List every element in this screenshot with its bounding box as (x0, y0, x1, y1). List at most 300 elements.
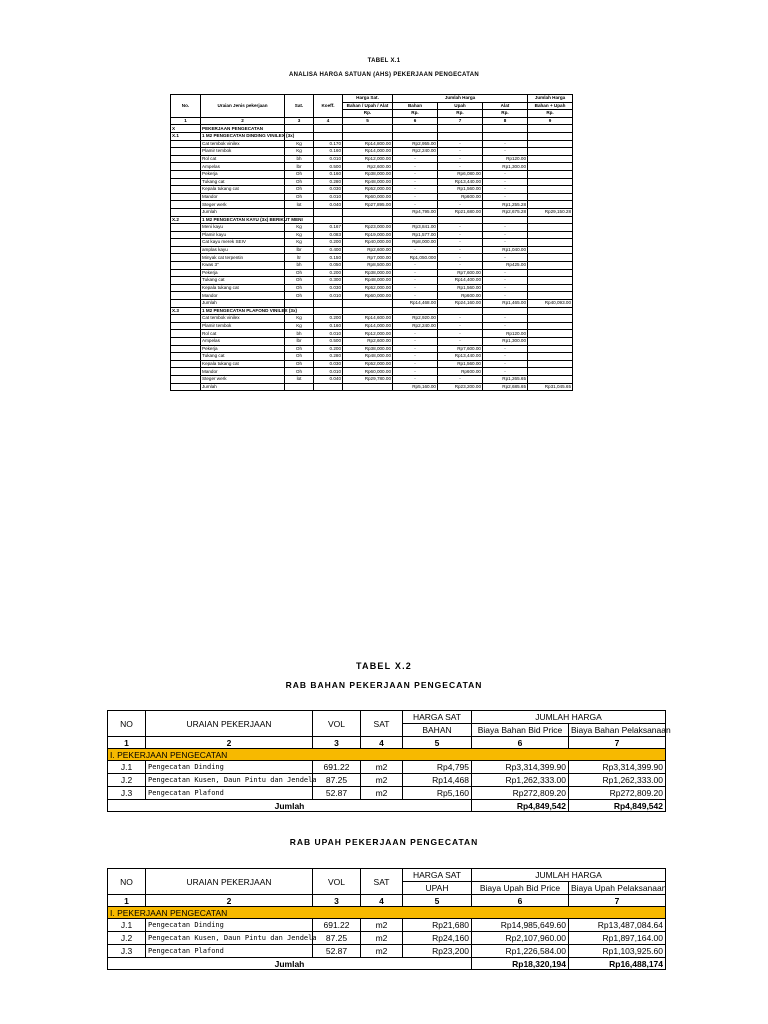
cell-total (528, 140, 573, 148)
cell-no (171, 269, 201, 277)
cell-upah: - (438, 201, 483, 209)
hdr-upah: Upah (438, 102, 483, 110)
cell-upah: - (438, 163, 483, 171)
cell-sat: Oh (285, 360, 314, 368)
table-row (108, 919, 666, 932)
table-row (171, 353, 573, 361)
table-row (171, 360, 573, 368)
cell-uraian: Pengecatan Dinding (146, 919, 313, 932)
cell-bahan: - (393, 178, 438, 186)
cell-alat (483, 132, 528, 140)
cell-vol: 87.25 (313, 932, 361, 945)
table-row (108, 774, 666, 787)
cell-total (528, 330, 573, 338)
cell-koef: 0.167 (314, 224, 343, 232)
cell-sat: lbr (285, 338, 314, 346)
cell-total (528, 125, 573, 133)
cell-alat (483, 307, 528, 315)
table1-subtitle: ANALISA HARGA SATUAN (AHS) PEKERJAAN PENGECATAN (289, 72, 479, 78)
cell-no (171, 224, 201, 232)
cell-alat: - (483, 178, 528, 186)
cell-bahan (393, 216, 438, 224)
cell-sat: Kg (285, 239, 314, 247)
cell-uraian: Ampelas (201, 163, 285, 171)
cell-no (171, 193, 201, 201)
cell-sat (285, 300, 314, 308)
table-row (108, 761, 666, 774)
cell-upah: - (438, 148, 483, 156)
cell-total: Rp31,045.65 (528, 383, 573, 391)
cell-no (171, 163, 201, 171)
col-num: 2 (146, 737, 313, 749)
hdr-vol: VOL (313, 869, 361, 895)
cell-col6: Rp1,226,584.00 (472, 945, 569, 958)
cell-harga-sat: Rp2,600.00 (343, 163, 393, 171)
cell-koef (314, 307, 343, 315)
cell-total (528, 345, 573, 353)
cell-sat: Kg (285, 315, 314, 323)
cell-alat: Rp2,685.65 (483, 383, 528, 391)
cell-alat: - (483, 315, 528, 323)
hdr-no: No. (171, 95, 201, 118)
table2-subtitle: RAB BAHAN PEKERJAAN PENGECATAN (285, 680, 483, 690)
cell-uraian: Jumlah (201, 208, 285, 216)
cell-koef: 0.010 (314, 292, 343, 300)
cell-uraian: Pekerja (201, 345, 285, 353)
cell-sat: Oh (285, 345, 314, 353)
table2-title: TABEL X.2 (356, 661, 412, 671)
cell-vol: 691.22 (313, 761, 361, 774)
cell-sat: Kg (285, 224, 314, 232)
cell-upah: Rp13,440.00 (438, 353, 483, 361)
cell-sat: m2 (361, 761, 403, 774)
table-row (171, 163, 573, 171)
cell-uraian: 1 M2 PENGECATAN KAYU (3x) BERIKUT MENI (202, 216, 303, 222)
table-row (171, 186, 573, 194)
cell-col7: Rp1,897,164.00 (569, 932, 666, 945)
cell-total (528, 360, 573, 368)
cell-bahan: Rp2,240.00 (393, 148, 438, 156)
col-num: 7 (438, 117, 483, 125)
hdr-harga-sat-sub: Bahan / Upah / Alat (343, 102, 393, 110)
col-num: 2 (201, 117, 285, 125)
cell-koef: 0.010 (314, 330, 343, 338)
cell-no: J.2 (108, 774, 146, 787)
cell-bahan: Rp2,955.00 (393, 140, 438, 148)
hdr-harga-sub: UPAH (403, 882, 472, 895)
col-num: 3 (313, 737, 361, 749)
cell-no: J.3 (108, 787, 146, 800)
table1-title: TABEL X.1 (367, 58, 401, 64)
cell-vol: 691.22 (313, 919, 361, 932)
cell-upah (438, 307, 483, 315)
cell-upah: - (438, 338, 483, 346)
cell-harga-sat (343, 216, 393, 224)
cell-harga-sat: Rp23,000.00 (343, 224, 393, 232)
cell-bahan (393, 125, 438, 133)
section-row (171, 307, 573, 315)
hdr-sat: Sat. (285, 95, 314, 118)
cell-total: Rp29,150.28 (528, 208, 573, 216)
cell-upah: - (438, 262, 483, 270)
cell-koef: 0.010 (314, 368, 343, 376)
col-num: 1 (171, 117, 201, 125)
cell-koef: 0.200 (314, 345, 343, 353)
ahs-table (170, 94, 573, 391)
cell-harga-sat: Rp14,000.00 (343, 322, 393, 330)
cell-alat: - (483, 277, 528, 285)
cell-no (171, 140, 201, 148)
table3-subtitle: RAB UPAH PEKERJAAN PENGECATAN (289, 837, 479, 847)
cell-harga-sat (343, 383, 393, 391)
col-num: 5 (403, 895, 472, 907)
cell-koef (314, 208, 343, 216)
cell-harga-sat: Rp48,000.00 (343, 353, 393, 361)
cell-uraian: Kwas 3" (201, 262, 285, 270)
cell-uraian: Mandor (201, 368, 285, 376)
cell-total (528, 201, 573, 209)
hdr-jumlah-harga: Jumlah Harga (393, 95, 528, 103)
cell-sat: bh (285, 155, 314, 163)
cell-bahan: - (393, 262, 438, 270)
cell-uraian: Plamir tembok (201, 148, 285, 156)
cell-koef: 0.200 (314, 239, 343, 247)
cell-harga-sat: Rp24,160 (403, 932, 472, 945)
table-row (171, 231, 573, 239)
cell-harga-sat: Rp38,000.00 (343, 269, 393, 277)
cell-harga-sat: Rp48,000.00 (343, 277, 393, 285)
hdr-jumlah-harga: JUMLAH HARGA (472, 869, 666, 882)
cell-total (528, 375, 573, 383)
cell-col7: Rp13,487,084.64 (569, 919, 666, 932)
total-label: Jumlah (108, 800, 472, 812)
cell-upah: Rp600.00 (438, 292, 483, 300)
cell-uraian: Cat tembok vinilex (201, 315, 285, 323)
cell-uraian: Ampelas (201, 338, 285, 346)
cell-koef: 0.200 (314, 269, 343, 277)
cell-alat: Rp2,675.28 (483, 208, 528, 216)
cell-vol: 52.87 (313, 945, 361, 958)
cell-harga-sat: Rp14,000.00 (343, 148, 393, 156)
cell-bahan: - (393, 186, 438, 194)
table-row (171, 315, 573, 323)
cell-bahan (393, 132, 438, 140)
cell-bahan: Rp2,920.00 (393, 315, 438, 323)
cell-upah: - (438, 140, 483, 148)
table-row (108, 932, 666, 945)
cell-harga-sat: Rp4,795 (403, 761, 472, 774)
cell-total (528, 186, 573, 194)
cell-alat: - (483, 345, 528, 353)
cell-upah (438, 132, 483, 140)
cell-total (528, 284, 573, 292)
cell-sat: Kg (285, 231, 314, 239)
cell-total (528, 307, 573, 315)
cell-no: X.2 (171, 216, 201, 224)
cell-alat: Rp1,265.65 (483, 375, 528, 383)
cell-bahan: - (393, 163, 438, 171)
cell-sat: Oh (285, 353, 314, 361)
cell-upah: - (438, 322, 483, 330)
cell-alat: Rp1,255.28 (483, 201, 528, 209)
cell-sat: Oh (285, 170, 314, 178)
cell-uraian: Pengecatan Kusen, Daun Pintu dan Jendela (146, 774, 313, 787)
total-col7: Rp4,849,542 (569, 800, 666, 812)
cell-koef: 0.050 (314, 262, 343, 270)
cell-koef: 0.083 (314, 231, 343, 239)
section-row (171, 216, 573, 224)
cell-uraian: Kepala tukang cat (201, 360, 285, 368)
cell-harga-sat: Rp60,000.00 (343, 368, 393, 376)
col-num: 9 (528, 117, 573, 125)
section-row (171, 125, 573, 133)
cell-uraian: Pengecatan Plafond (146, 787, 313, 800)
cell-no (171, 148, 201, 156)
hdr-jumlah-total-sub: Bahan + Upah (528, 102, 573, 110)
cell-uraian: Tukang cat (201, 353, 285, 361)
cell-koef: 0.150 (314, 254, 343, 262)
cell-uraian: Steger werk (201, 375, 285, 383)
cell-harga-sat: Rp2,600.00 (343, 246, 393, 254)
cell-uraian: Cat tembok vinilex (201, 140, 285, 148)
cell-alat: - (483, 360, 528, 368)
cell-harga-sat (343, 300, 393, 308)
cell-alat: Rp1,465.00 (483, 300, 528, 308)
cell-sat: bh (285, 262, 314, 270)
table-row (171, 201, 573, 209)
hdr-harga-sat: HARGA SAT (403, 711, 472, 724)
cell-uraian: amplas kayu (201, 246, 285, 254)
table-row (171, 284, 573, 292)
cell-upah: Rp7,600.00 (438, 269, 483, 277)
cell-uraian: Jumlah (201, 300, 285, 308)
cell-upah: Rp23,200.00 (438, 383, 483, 391)
table-row (171, 269, 573, 277)
col-num: 6 (393, 117, 438, 125)
cell-col6: Rp14,985,649.60 (472, 919, 569, 932)
cell-sat: lbr (285, 246, 314, 254)
col-num: 8 (483, 117, 528, 125)
cell-bahan: Rp5,160.00 (393, 383, 438, 391)
table-row (108, 945, 666, 958)
cell-total (528, 262, 573, 270)
table-row (171, 208, 573, 216)
cell-bahan: - (393, 155, 438, 163)
cell-col6: Rp272,809.20 (472, 787, 569, 800)
hdr-harga-sat: HARGA SAT (403, 869, 472, 882)
cell-harga-sat: Rp40,000.00 (343, 239, 393, 247)
cell-no (171, 254, 201, 262)
hdr-rp: Rp. (483, 110, 528, 118)
cell-no (171, 284, 201, 292)
cell-upah: - (438, 224, 483, 232)
table-row (171, 300, 573, 308)
cell-no: J.2 (108, 932, 146, 945)
cell-total (528, 170, 573, 178)
cell-alat (483, 216, 528, 224)
cell-upah: - (438, 330, 483, 338)
cell-bahan: - (393, 338, 438, 346)
cell-koef: 0.280 (314, 178, 343, 186)
cell-total (528, 315, 573, 323)
cell-sat: Oh (285, 277, 314, 285)
cell-total: Rp40,093.00 (528, 300, 573, 308)
col-num: 6 (472, 895, 569, 907)
rab-upah-table (107, 868, 666, 970)
cell-harga-sat: Rp8,500.00 (343, 262, 393, 270)
cell-koef: 0.040 (314, 375, 343, 383)
cell-harga-sat: Rp2,600.00 (343, 338, 393, 346)
cell-alat: - (483, 224, 528, 232)
total-label: Jumlah (108, 958, 472, 970)
cell-koef: 0.010 (314, 193, 343, 201)
hdr-vol: VOL (313, 711, 361, 737)
hdr-uraian: Uraian Jenis pekerjaan (201, 95, 285, 118)
hdr-uraian: URAIAN PEKERJAAN (146, 711, 313, 737)
cell-bahan: Rp14,468.00 (393, 300, 438, 308)
cell-total (528, 322, 573, 330)
cell-harga-sat: Rp52,000.00 (343, 284, 393, 292)
cell-total (528, 269, 573, 277)
cell-uraian: Rol cat (201, 155, 285, 163)
cell-koef (314, 300, 343, 308)
cell-uraian: Mandor (201, 292, 285, 300)
cell-koef: 0.030 (314, 360, 343, 368)
cell-upah: - (438, 375, 483, 383)
cell-koef: 0.280 (314, 353, 343, 361)
section-row: I. PEKERJAAN PENGECATAN (108, 749, 666, 761)
hdr-no: NO (108, 711, 146, 737)
total-col6: Rp18,320,194 (472, 958, 569, 970)
cell-uraian: 1 M2 PENGECATAN PLAFOND VINILEX (3x) (202, 307, 298, 313)
cell-sat (285, 125, 314, 133)
cell-upah: Rp7,600.00 (438, 345, 483, 353)
hdr-col7: Biaya Upah Pelaksanaan (569, 882, 666, 895)
cell-alat: - (483, 254, 528, 262)
hdr-no: NO (108, 869, 146, 895)
cell-no (171, 368, 201, 376)
cell-no (171, 345, 201, 353)
cell-uraian: PEKERJAAN PENGECATAN (201, 125, 285, 133)
cell-alat: Rp1,300.00 (483, 338, 528, 346)
cell-no (171, 330, 201, 338)
cell-no (171, 353, 201, 361)
cell-harga-sat: Rp23,200 (403, 945, 472, 958)
cell-harga-sat: Rp60,000.00 (343, 292, 393, 300)
cell-uraian: 1 M2 PENGECATAN DINDING VINILEX (3x) (202, 133, 295, 139)
hdr-rp: Rp. (343, 110, 393, 118)
hdr-col7: Biaya Bahan Pelaksanaan (569, 724, 666, 737)
cell-no (171, 292, 201, 300)
col-num: 4 (361, 895, 403, 907)
cell-bahan: - (393, 284, 438, 292)
cell-total (528, 132, 573, 140)
hdr-uraian: URAIAN PEKERJAAN (146, 869, 313, 895)
cell-uraian: Pekerja (201, 170, 285, 178)
cell-uraian: Pengecatan Dinding (146, 761, 313, 774)
cell-koef: 0.160 (314, 170, 343, 178)
cell-harga-sat: Rp7,000.00 (343, 254, 393, 262)
table-row (171, 345, 573, 353)
cell-harga-sat: Rp27,895.00 (343, 201, 393, 209)
cell-no (171, 186, 201, 194)
cell-alat: Rp1,040.00 (483, 246, 528, 254)
cell-no (171, 208, 201, 216)
col-num: 2 (146, 895, 313, 907)
cell-alat: - (483, 353, 528, 361)
cell-sat: m2 (361, 787, 403, 800)
table-row (171, 246, 573, 254)
cell-sat (285, 383, 314, 391)
cell-uraian: Plamir kayu (201, 231, 285, 239)
table-row (171, 383, 573, 391)
col-num: 3 (313, 895, 361, 907)
hdr-harga-sat: Harga Sat. (343, 95, 393, 103)
cell-alat: Rp1,300.00 (483, 163, 528, 171)
cell-uraian: Tukang cat (201, 178, 285, 186)
cell-sat: Oh (285, 193, 314, 201)
cell-alat: - (483, 170, 528, 178)
cell-koef: 0.170 (314, 140, 343, 148)
cell-koef: 0.010 (314, 155, 343, 163)
cell-sat (285, 208, 314, 216)
cell-upah: - (438, 239, 483, 247)
cell-sat: lot (285, 201, 314, 209)
cell-uraian: Plamir tembok (201, 322, 285, 330)
cell-uraian: Meni kayu (201, 224, 285, 232)
cell-col7: Rp272,809.20 (569, 787, 666, 800)
cell-harga-sat (343, 208, 393, 216)
cell-alat: - (483, 284, 528, 292)
table-row (108, 787, 666, 800)
cell-upah: Rp14,400.00 (438, 277, 483, 285)
cell-bahan: Rp4,795.00 (393, 208, 438, 216)
cell-col6: Rp2,107,960.00 (472, 932, 569, 945)
hdr-col6: Biaya Bahan Bid Price (472, 724, 569, 737)
table-row (171, 375, 573, 383)
section-row (171, 132, 573, 140)
cell-harga-sat: Rp14,800.00 (343, 140, 393, 148)
cell-no (171, 170, 201, 178)
total-col6: Rp4,849,542 (472, 800, 569, 812)
section-row: I. PEKERJAAN PENGECATAN (108, 907, 666, 919)
cell-sat: Kg (285, 322, 314, 330)
cell-harga-sat: Rp29,780.00 (343, 375, 393, 383)
hdr-rp: Rp. (528, 110, 573, 118)
cell-sat: Oh (285, 178, 314, 186)
cell-koef (314, 216, 343, 224)
hdr-rp: Rp. (393, 110, 438, 118)
cell-bahan: - (393, 345, 438, 353)
cell-uraian: Kepala tukang cat (201, 186, 285, 194)
cell-bahan: - (393, 368, 438, 376)
cell-harga-sat: Rp52,000.00 (343, 186, 393, 194)
cell-no (171, 375, 201, 383)
rab-bahan-table (107, 710, 671, 812)
table-row (171, 140, 573, 148)
cell-sat: Kg (285, 140, 314, 148)
cell-upah: Rp24,160.00 (438, 300, 483, 308)
table-row (171, 322, 573, 330)
cell-bahan: Rp8,000.00 (393, 239, 438, 247)
table-row (171, 224, 573, 232)
cell-no (171, 383, 201, 391)
cell-upah: - (438, 254, 483, 262)
cell-upah: Rp1,560.00 (438, 284, 483, 292)
cell-uraian: Steger werk (201, 201, 285, 209)
hdr-alat: Alat (483, 102, 528, 110)
table-row (171, 170, 573, 178)
